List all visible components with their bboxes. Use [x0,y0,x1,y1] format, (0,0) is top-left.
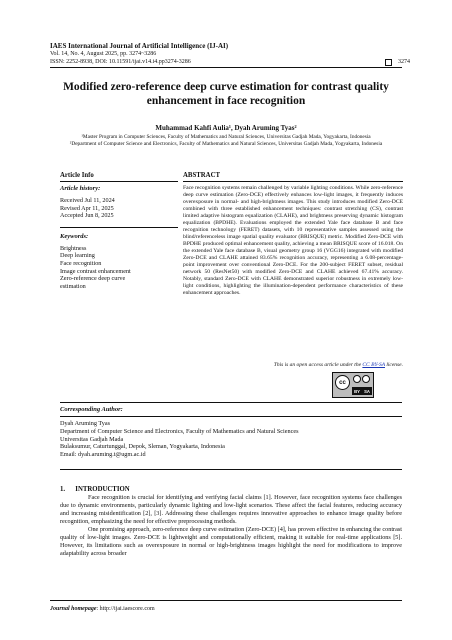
license-note: This is an open access article under the CC BY-SA license. [273,362,403,368]
keyword: Image contrast enhancement [60,267,131,275]
corresponding-end-rule [60,469,402,470]
abstract-text: Face recognition systems remain challenged by variable lighting conditions. While zero-reference deep curve estimation (Zero-DCE) effectively enhances low-light images, it frequently induces overexposure in normal- and high-brightness images. This study introduces modified Zero-DCE combined with three established enhancement techniques: contrast stretching (CS), contrast limited adaptive histogram equalization (CLAHE), and brightness preserving dynamic histogram equalization (BPDHE). Evaluations employed the extended Yale face database B and face recognition technology (FERET) datasets, with 10 representative samples assessed using the blind/referenceless image spatial quality evaluator (BRISQUE) metric. Modified Zero-DCE with BPDHE produced optimal enhancement quality, achieving a mean BRISQUE score of 16.018. On the extended Yale face database B, visual geometry group 16 (VGG16) integrated with modified Zero-DCE and CLAHE attained 83.65% recognition accuracy, representing a 6.08-percentage-point improvement over conventional Zero-DCE. For the 200-subject FERET subset, residual network 50 (ResNet50) with modified Zero-DCE and CLAHE achieved 67.41% accuracy. Notably, standard Zero-DCE with CLAHE demonstrated superior robustness in extremely low-light conditions, highlighting the illumination-dependent performance characteristics of these enhancement approaches. [183,185,403,296]
introduction-paragraph: Face recognition is crucial for identifying and verifying facial claims [1]. However, face recognition systems face challenges due to dynamic environments, particularly dynamic lighting and low-light scenarios. These affect the facial features, reducing accuracy and increasing misidentification [2], [3]. Addressing these challenges requires innovative approaches to enhance image quality before recognition, emphasizing the need for effective preprocessing methods. [60,494,402,525]
journal-footer [50,606,155,612]
article-info [60,172,178,290]
introduction-paragraph: One promising approach, zero-reference deep curve estimation (Zero-DCE) [4], has proven effective in enhancing the contrast quality of low-light images. Zero-DCE is lightweight and computationally efficient, making it suitable for real-time applications [5]. However, its limitations such as overexposure in normal or high-brightness images highlight the need for modifications to improve adaptability across broader [60,526,402,557]
square-icon [385,59,392,66]
license-link[interactable]: CC BY-SA [362,362,385,368]
footer-url[interactable]: : http://ijai.iaescore.com [96,606,155,612]
corresponding-author [60,420,402,459]
cc-sa-label: SA [364,388,370,394]
revised-date: Revised Apr 11, 2025 [60,204,114,212]
article-info-heading: Article Info [60,172,94,179]
corresponding-dept: Department of Computer Science and Electronics, Faculty of Mathematics and Natural Sciences [60,427,299,435]
corresponding-univ: Universitas Gadjah Mada [60,435,124,443]
received-date: Received Jul 11, 2024 [60,197,115,204]
paper-title: Modified zero-reference deep curve estimation for contrast quality enhancement in face recognition [63,81,389,107]
journal-header [50,42,410,66]
corresponding-address: Bulaksumur, Caturtunggal, Depok, Sleman, Yogyakarta, Indonesia [60,443,225,451]
history-heading: Article history: [60,185,101,192]
corresponding-heading-block [60,406,260,413]
journal-name: IAES International Journal of Artificial Intelligence (IJ-AI) [50,42,229,50]
share-alike-icon [362,375,370,383]
keyword: Deep learning [60,252,95,260]
page-number-block [385,59,410,66]
keyword: Brightness [60,244,87,252]
abstract-end-rule [60,402,402,403]
journal-volume: Vol. 14, No. 4, August 2025, pp. 3274~3286 [50,51,157,57]
corresponding-email: Email: dyah.aruming.t@ugm.ac.id [60,451,146,459]
affiliation-2: ²Department of Computer Science and Electronics, Faculty of Mathematics and Natural Sciences, Universitas Gadjah Mada, Yogyakarta, Indonesia [69,140,383,147]
cc-by-label: BY [354,388,360,394]
attribution-icon [353,375,361,383]
corresponding-rule [60,416,402,417]
affiliation-1: ¹Master Program in Computer Sciences, Faculty of Mathematics and Natural Sciences, Universitas Gadjah Mada, Yogyakarta, Indonesia [81,134,371,140]
introduction-heading: 1. INTRODUCTION [60,486,130,493]
keyword: estimation [60,282,86,290]
paper-affiliations [62,134,390,147]
journal-issn: ISSN: 2252-8938, DOI: 10.11591/ijai.v14.i4.pp3274-3286 [50,58,191,65]
footer-rule [50,600,402,601]
cc-by-sa-badge[interactable] [332,372,374,398]
keywords-heading: Keywords: [60,232,89,240]
keyword: Face recognition [60,259,102,267]
abstract-heading: ABSTRACT [183,172,221,179]
page-number: 3274 [398,59,410,66]
paper-authors: Muhammad Kahfi Aulia¹, Dyah Aruming Tyas² [155,124,297,132]
accepted-date: Accepted Jun 8, 2025 [60,212,114,220]
cc-label-band [352,387,372,395]
cc-icon: cc [335,375,350,390]
abstract-section [183,172,403,297]
keyword: Zero-reference deep curve [60,275,126,283]
header-rule [50,67,402,68]
footer-label: Journal homepage [50,606,97,612]
corresponding-name: Dyah Aruming Tyas [60,420,110,427]
introduction-section [60,486,402,558]
corresponding-heading: Corresponding Author: [60,406,123,413]
